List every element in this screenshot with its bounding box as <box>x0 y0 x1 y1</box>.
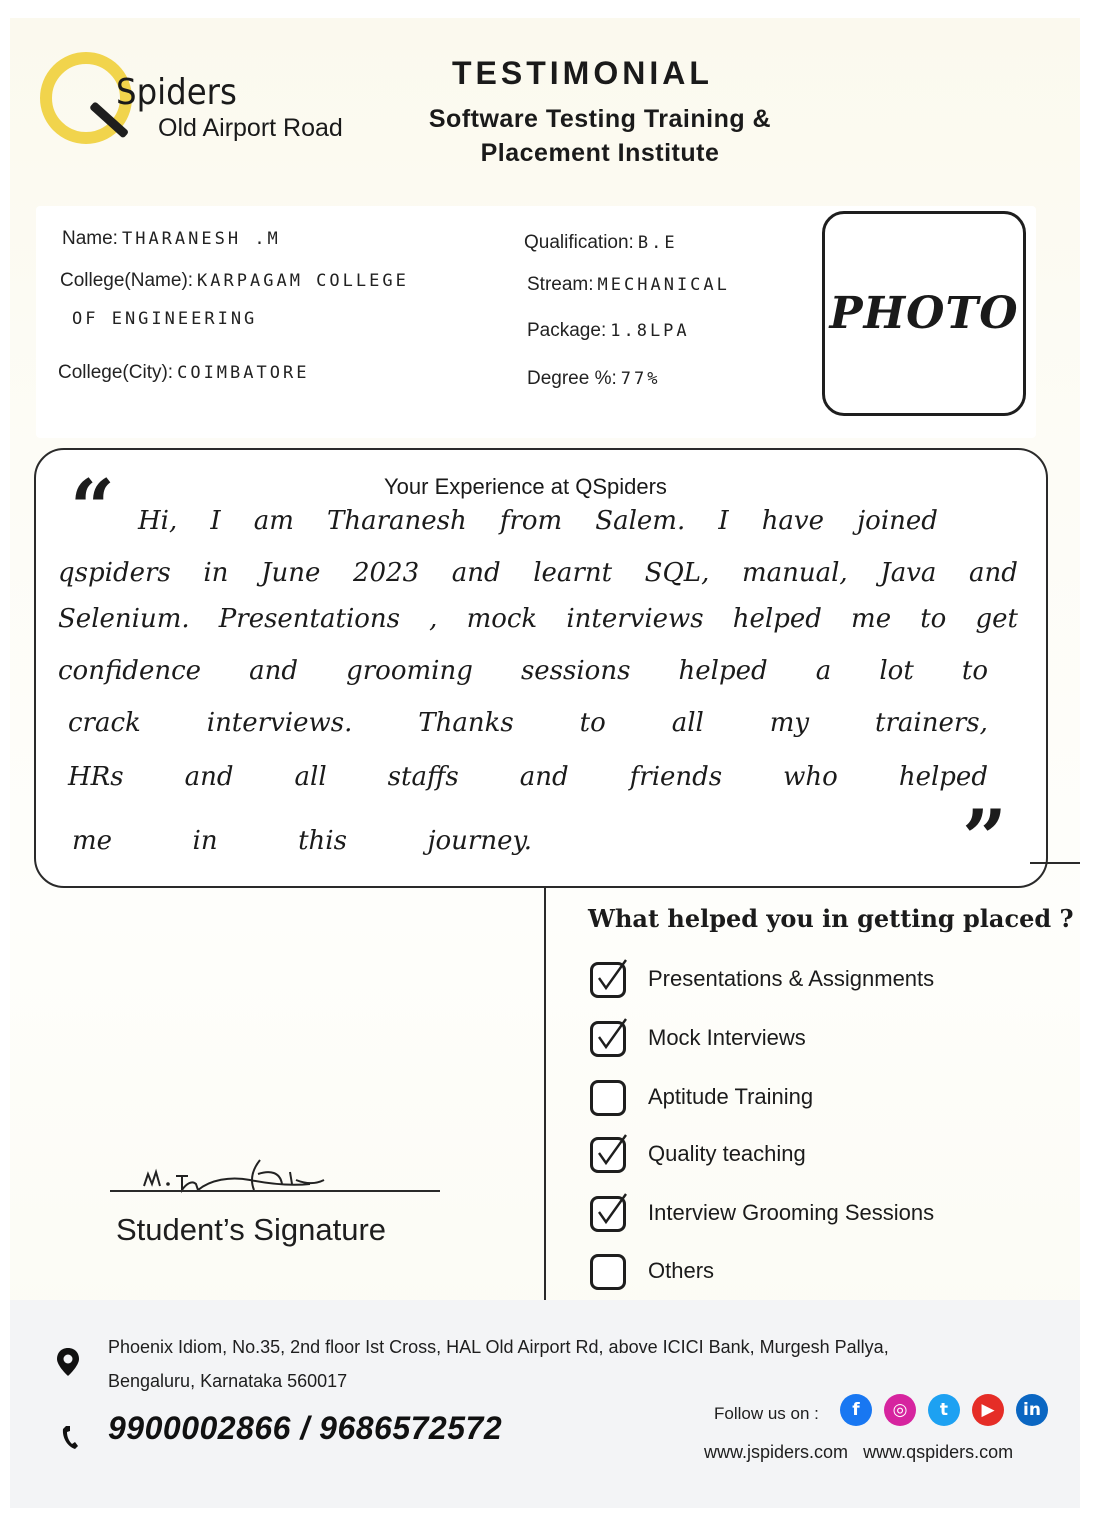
experience-word: crack <box>68 708 141 738</box>
experience-word: and <box>451 558 501 588</box>
subtitle-line-2: Placement Institute <box>480 139 720 167</box>
experience-word: am <box>253 506 294 536</box>
address-line-1: Phoenix Idiom, No.35, 2nd floor Ist Cross, HAL Old Airport Rd, above ICICI Bank, Murgesh Pallya, <box>108 1337 889 1357</box>
signature-line <box>110 1190 440 1192</box>
experience-word: helped <box>732 604 822 634</box>
college-city-value: COIMBATORE <box>177 363 310 383</box>
experience-word: all <box>294 762 327 792</box>
experience-word: and <box>519 762 569 792</box>
brand-name: Spiders <box>116 72 237 113</box>
experience-word: Presentations <box>218 604 401 634</box>
experience-word: qspiders <box>58 558 171 588</box>
college-name-value-line2: OF ENGINEERING <box>72 309 258 329</box>
experience-word: from <box>499 506 563 536</box>
checklist-heading: What helped you in getting placed ? <box>588 904 1074 933</box>
college-name-field <box>60 270 409 292</box>
experience-heading: Your Experience at QSpiders <box>384 474 667 499</box>
experience-line <box>58 656 988 686</box>
experience-word: me <box>851 604 892 634</box>
subtitle-line-1: Software Testing Training & <box>428 105 772 133</box>
checkmark-icon <box>594 1131 628 1169</box>
experience-word: June <box>261 558 321 588</box>
experience-word: Tharanesh <box>326 506 467 536</box>
follow-us-label: Follow us on : <box>714 1404 819 1423</box>
experience-word: lot <box>879 656 914 686</box>
youtube-icon[interactable]: ▶ <box>972 1394 1004 1426</box>
experience-word: 2023 <box>352 558 420 588</box>
branch-name: Old Airport Road <box>158 114 343 142</box>
experience-word: my <box>769 708 810 738</box>
qspiders-url[interactable]: www.qspiders.com <box>863 1442 1014 1462</box>
stream-field <box>527 274 730 296</box>
open-quote-icon: “ <box>70 463 115 554</box>
signature-label: Student’s Signature <box>116 1212 387 1247</box>
college-city-label: College(City): <box>58 362 174 383</box>
checkmark-icon <box>594 1190 628 1228</box>
experience-word: Selenium. <box>58 604 190 634</box>
stream-label: Stream: <box>527 274 594 295</box>
experience-word: trainers, <box>875 708 988 738</box>
address-line-2: Bengaluru, Karnataka 560017 <box>108 1371 348 1391</box>
qualification-value: B.E <box>637 233 678 253</box>
name-value: THARANESH .M <box>121 229 281 249</box>
social-icons <box>840 1394 1048 1426</box>
checklist-item-label: Aptitude Training <box>648 1084 814 1109</box>
website-urls <box>704 1442 1013 1463</box>
experience-box-tail <box>1030 862 1080 864</box>
instagram-icon[interactable]: ◎ <box>884 1394 916 1426</box>
experience-word: journey. <box>427 826 532 856</box>
twitter-icon[interactable]: t <box>928 1394 960 1426</box>
vertical-divider <box>544 886 546 1300</box>
name-field <box>62 228 281 250</box>
checkbox[interactable] <box>590 1254 626 1290</box>
experience-word: get <box>975 604 1018 634</box>
location-pin-icon <box>56 1347 80 1377</box>
degree-value: 77% <box>620 369 661 389</box>
college-name-continued <box>68 308 257 330</box>
experience-word: me <box>72 826 113 856</box>
experience-line <box>138 506 938 536</box>
experience-word: grooming <box>346 656 473 686</box>
experience-word: interviews. <box>206 708 353 738</box>
package-value: 1.8LPA <box>610 321 690 341</box>
degree-label: Degree %: <box>527 368 617 389</box>
package-field <box>527 320 690 342</box>
jspiders-url[interactable]: www.jspiders.com <box>704 1442 849 1462</box>
checklist-item-label: Others <box>648 1258 715 1283</box>
phone-numbers: 9900002866 / 9686572572 <box>108 1410 503 1446</box>
checklist-item-label: Quality teaching <box>648 1141 806 1166</box>
linkedin-icon[interactable]: in <box>1016 1394 1048 1426</box>
facebook-icon[interactable]: f <box>840 1394 872 1426</box>
experience-word: joined <box>857 506 938 536</box>
experience-word: to <box>961 656 988 686</box>
experience-word: confidence <box>58 656 202 686</box>
experience-word: HRs <box>68 762 124 792</box>
college-name-value: KARPAGAM COLLEGE <box>197 271 409 291</box>
experience-line <box>68 708 988 738</box>
experience-word: Java <box>880 558 937 588</box>
package-label: Package: <box>527 320 607 341</box>
experience-word: to <box>920 604 947 634</box>
experience-word: interviews <box>566 604 704 634</box>
experience-word: Salem. <box>595 506 686 536</box>
college-city-field <box>58 362 309 384</box>
experience-word: sessions <box>520 656 631 686</box>
experience-word: Thanks <box>418 708 514 738</box>
experience-word: mock <box>466 604 538 634</box>
checkmark-icon <box>594 1015 628 1053</box>
college-name-label: College(Name): <box>60 270 194 291</box>
experience-word: staffs <box>387 762 459 792</box>
experience-line <box>58 604 1018 634</box>
document-subtitle <box>400 102 800 170</box>
experience-word: in <box>203 558 229 588</box>
experience-word: have <box>761 506 825 536</box>
experience-word: helped <box>898 762 988 792</box>
checkbox[interactable] <box>590 1080 626 1116</box>
checklist-item-label: Mock Interviews <box>648 1025 806 1050</box>
qualification-field <box>524 232 678 254</box>
close-quote-icon: ” <box>962 793 1007 884</box>
experience-word: who <box>783 762 838 792</box>
checklist-item-label: Interview Grooming Sessions <box>648 1200 935 1225</box>
name-label: Name: <box>62 228 118 249</box>
qualification-label: Qualification: <box>524 232 634 253</box>
experience-word: and <box>249 656 299 686</box>
phone-icon <box>60 1424 80 1450</box>
degree-field <box>527 368 661 390</box>
experience-word: I <box>210 506 221 536</box>
experience-word: Hi, <box>138 506 178 536</box>
experience-word: to <box>579 708 606 738</box>
experience-word: helped <box>678 656 768 686</box>
experience-word: and <box>969 558 1018 588</box>
experience-line <box>72 826 532 856</box>
experience-word: in <box>192 826 218 856</box>
experience-word: , <box>429 604 438 634</box>
stream-value: MECHANICAL <box>597 275 730 295</box>
experience-word: a <box>815 656 832 686</box>
address <box>108 1330 948 1398</box>
experience-word: and <box>184 762 234 792</box>
experience-word: learnt <box>533 558 613 588</box>
experience-word: manual, <box>741 558 848 588</box>
experience-word: this <box>298 826 347 856</box>
checklist-item-label: Presentations & Assignments <box>648 966 935 991</box>
experience-line <box>68 762 988 792</box>
experience-word: I <box>718 506 729 536</box>
experience-word: SQL, <box>644 558 710 588</box>
checkmark-icon <box>594 956 628 994</box>
experience-word: friends <box>629 762 723 792</box>
photo-placeholder: PHOTO <box>822 211 1026 416</box>
experience-word: all <box>671 708 704 738</box>
experience-line <box>58 558 1018 588</box>
document-title: TESTIMONIAL <box>452 55 713 91</box>
